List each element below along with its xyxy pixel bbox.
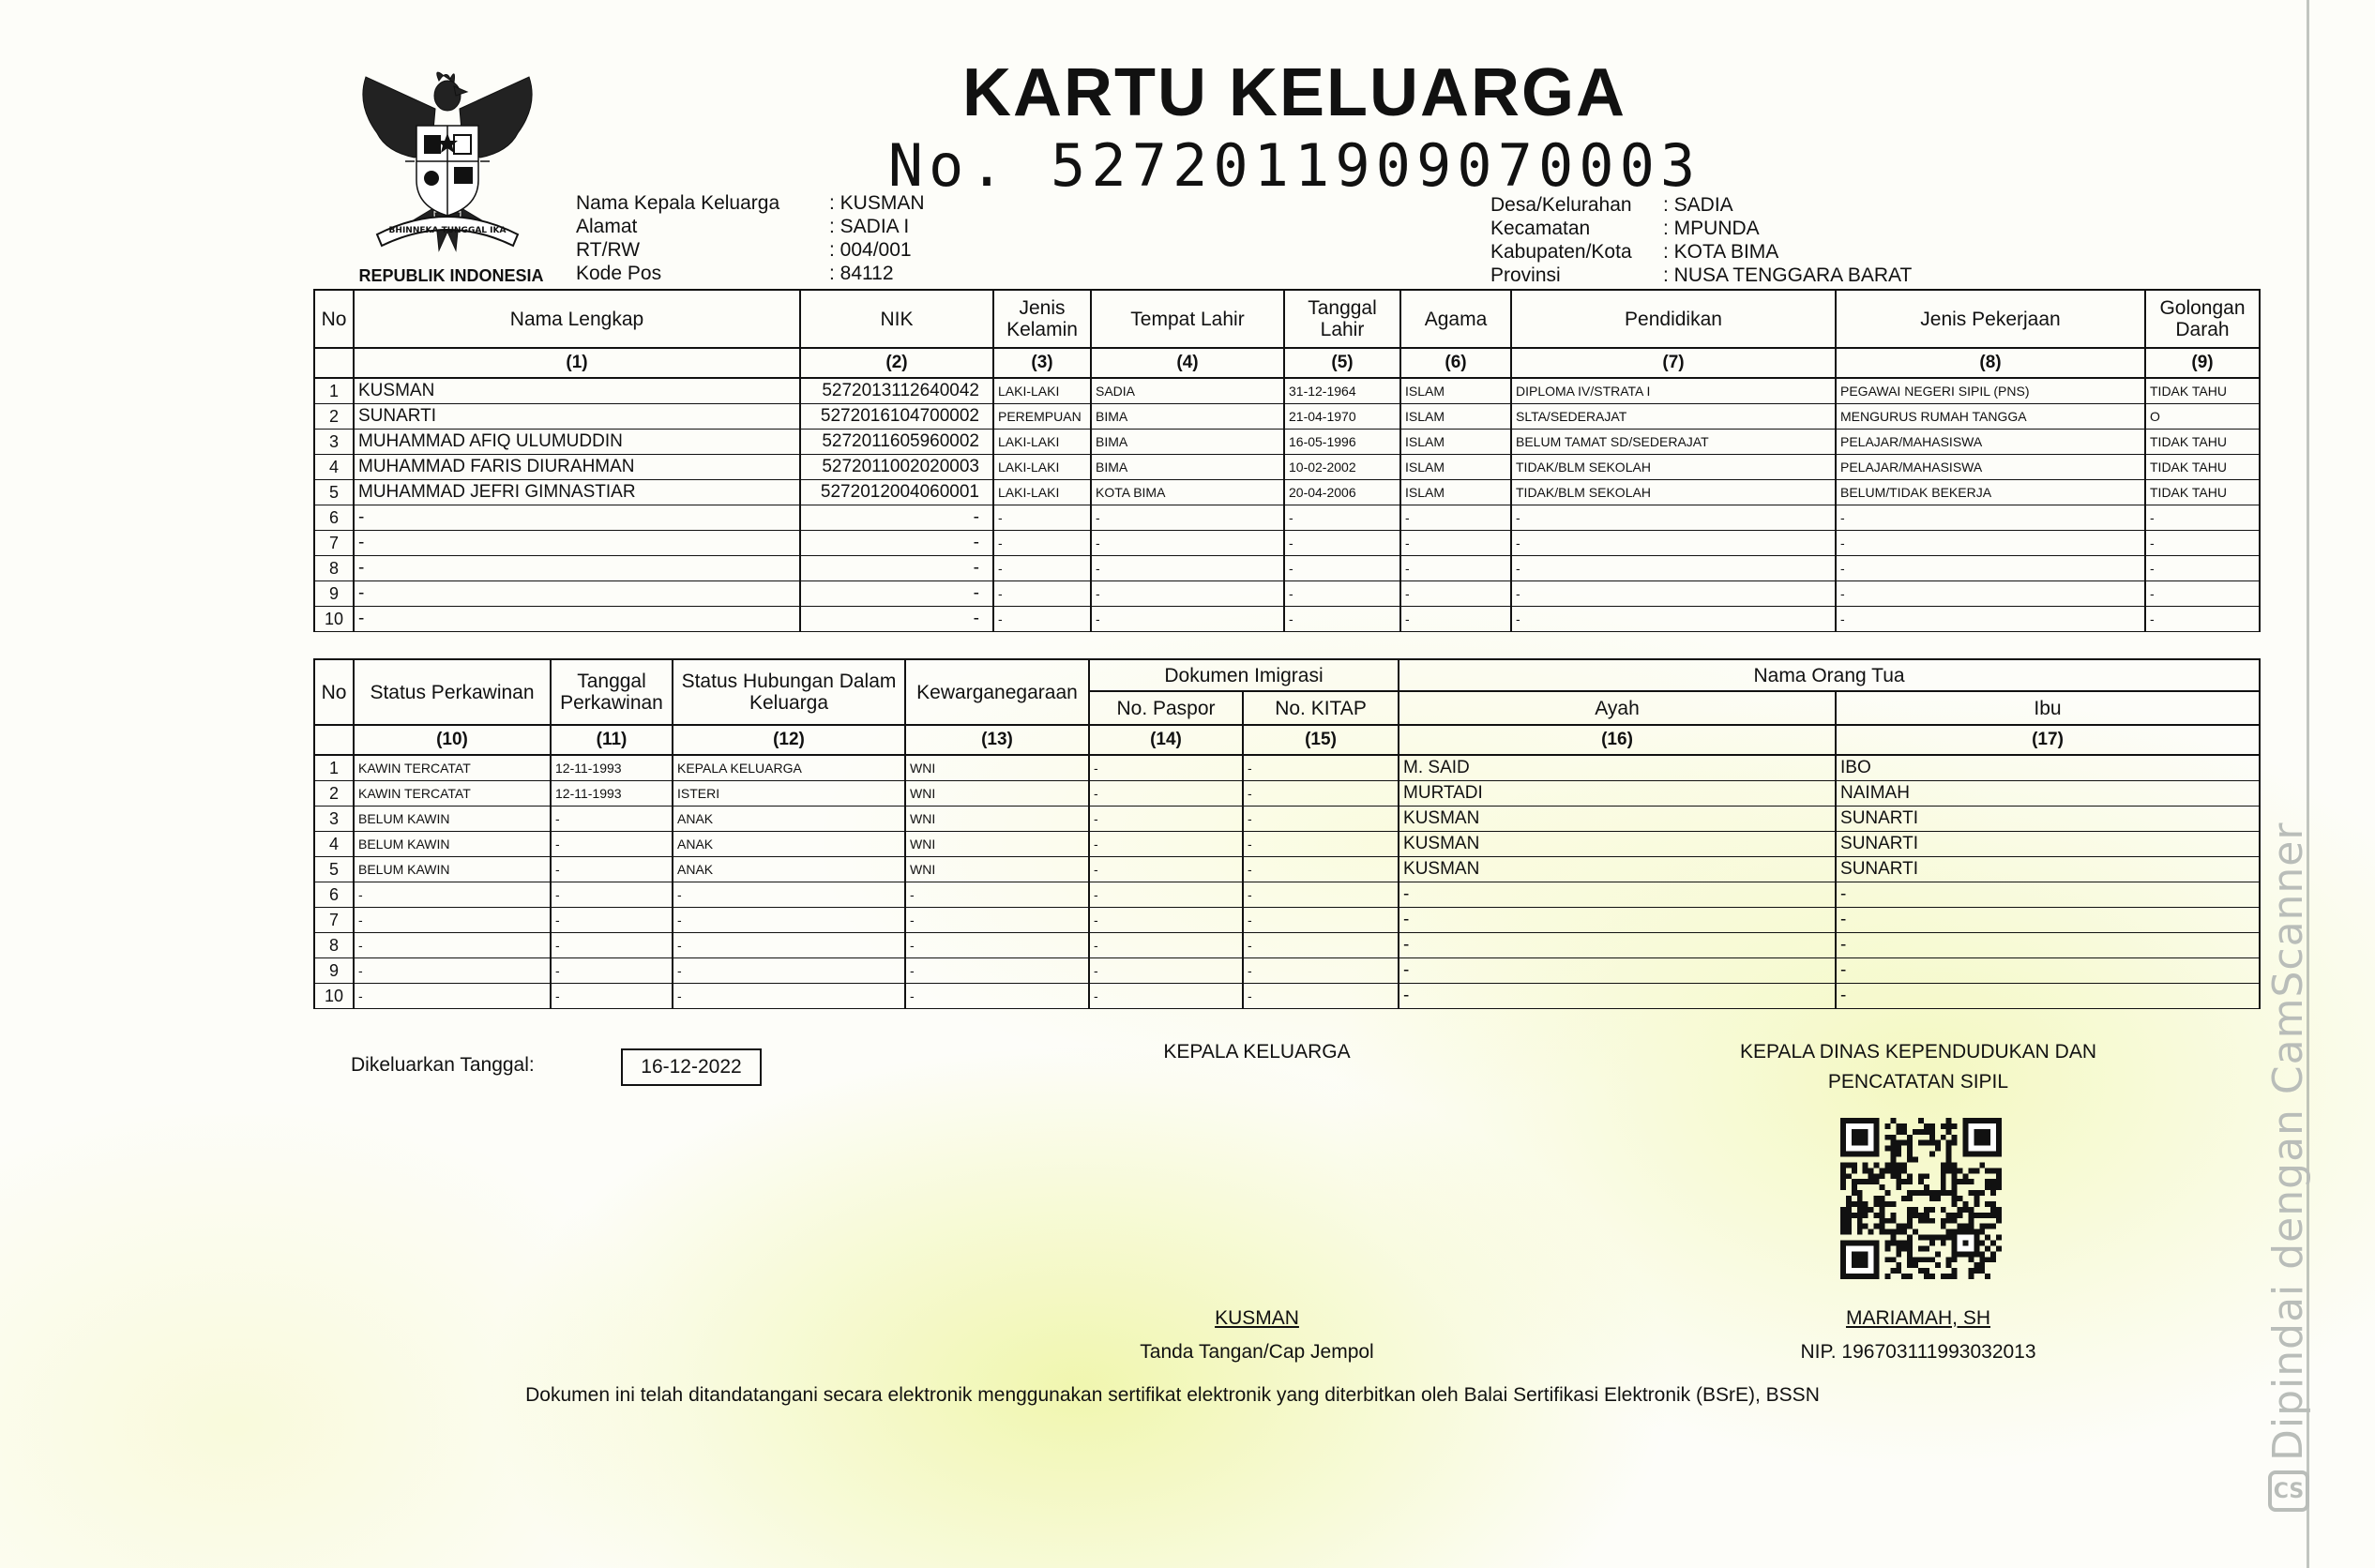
table-cell: KUSMAN [354, 378, 800, 404]
table-cell: - [1284, 607, 1400, 632]
col-header-golongan-darah: Golongan Darah [2145, 290, 2260, 348]
table-cell: 9 [314, 958, 354, 984]
table-row [314, 455, 2260, 480]
table-cell: BIMA [1091, 404, 1284, 430]
table-cell: 6 [314, 505, 354, 531]
table-cell: - [1284, 531, 1400, 556]
table-cell: - [1284, 581, 1400, 607]
table-cell: - [905, 882, 1089, 908]
table-cell: - [1284, 556, 1400, 581]
table-cell: KAWIN TERCATAT [354, 755, 551, 781]
electronic-signature-note: Dokumen ini telah ditandatangani secara elektronik menggunakan sertifikat elektronik yang diterbitkan oleh Balai Sertifikasi Elektronik (BSrE), BSSN [525, 1384, 1820, 1406]
table-row [314, 958, 2260, 984]
col-header-no2: No [314, 659, 354, 725]
table-cell: - [1836, 505, 2145, 531]
table-cell: - [1243, 882, 1399, 908]
col-header-status-perkawinan: Status Perkawinan [354, 659, 551, 725]
table-cell: - [551, 984, 673, 1009]
table-cell: - [1511, 505, 1836, 531]
table-cell: 10 [314, 984, 354, 1009]
table-cell: - [1399, 882, 1836, 908]
table-cell: - [1836, 958, 2260, 984]
col-header-no-paspor: No. Paspor [1089, 691, 1243, 725]
table-cell: 10-02-2002 [1284, 455, 1400, 480]
table-cell: PEREMPUAN [993, 404, 1091, 430]
table-cell: MUHAMMAD AFIQ ULUMUDDIN [354, 430, 800, 455]
table-cell: MUHAMMAD FARIS DIURAHMAN [354, 455, 800, 480]
table-cell: - [1243, 984, 1399, 1009]
table-cell: - [905, 958, 1089, 984]
col-header-jenis-kelamin: Jenis Kelamin [993, 290, 1091, 348]
table-cell: 3 [314, 430, 354, 455]
table-cell: - [1836, 882, 2260, 908]
table-cell: NAIMAH [1836, 781, 2260, 807]
table-cell: 8 [314, 933, 354, 958]
col-header-nik: NIK [800, 290, 993, 348]
table-row [314, 607, 2260, 632]
table-cell: - [354, 505, 800, 531]
table-cell: - [673, 958, 905, 984]
document-title: KARTU KELUARGA [962, 55, 1626, 130]
table-cell: 2 [314, 781, 354, 807]
header-left [576, 191, 925, 285]
table-cell: - [673, 933, 905, 958]
header-field-kecamatan: Kecamatan : MPUNDA [1490, 218, 1760, 239]
table-cell: 7 [314, 908, 354, 933]
table-cell: PEGAWAI NEGERI SIPIL (PNS) [1836, 378, 2145, 404]
table-row [314, 430, 2260, 455]
table-cell: - [354, 933, 551, 958]
garuda-emblem-icon [349, 68, 546, 255]
table-cell: - [354, 984, 551, 1009]
table-cell: - [551, 832, 673, 857]
table-cell: TIDAK TAHU [2145, 378, 2260, 404]
table-row [314, 832, 2260, 857]
table-cell: WNI [905, 781, 1089, 807]
table-cell: - [1089, 882, 1243, 908]
table-cell: - [551, 958, 673, 984]
issued-date-label: Dikeluarkan Tanggal: [351, 1054, 535, 1076]
header-right [1490, 193, 1912, 287]
table-cell: PELAJAR/MAHASISWA [1836, 430, 2145, 455]
col-header-ayah: Ayah [1399, 691, 1836, 725]
table-cell: - [1836, 556, 2145, 581]
table-cell: - [1243, 832, 1399, 857]
table-cell: - [1836, 607, 2145, 632]
table-row [314, 781, 2260, 807]
table-cell: - [551, 933, 673, 958]
col-header-no-kitap: No. KITAP [1243, 691, 1399, 725]
camscanner-watermark [2264, 822, 2312, 1512]
col-header-nama-orang-tua: Nama Orang Tua [1399, 659, 2260, 691]
table-cell: - [1511, 531, 1836, 556]
table-cell: - [800, 531, 993, 556]
table-row [314, 505, 2260, 531]
table-cell: BIMA [1091, 455, 1284, 480]
table-cell: - [1399, 984, 1836, 1009]
col-header-pekerjaan: Jenis Pekerjaan [1836, 290, 2145, 348]
table-row [314, 882, 2260, 908]
kepala-keluarga-title: KEPALA KELUARGA [1163, 1041, 1351, 1063]
table-cell: - [993, 531, 1091, 556]
table-cell: - [1400, 581, 1511, 607]
table-cell: BELUM TAMAT SD/SEDERAJAT [1511, 430, 1836, 455]
table-cell: - [1836, 984, 2260, 1009]
table-cell: - [1399, 958, 1836, 984]
table-row [314, 378, 2260, 404]
table-cell: - [800, 556, 993, 581]
table-cell: - [1089, 857, 1243, 882]
table-cell: - [1089, 984, 1243, 1009]
table1-index-row: (1) (2) (3) (4) (5) (6) (7) (8) (9) [314, 348, 2260, 378]
table-cell: KUSMAN [1399, 832, 1836, 857]
table-cell: M. SAID [1399, 755, 1836, 781]
table-cell: ISTERI [673, 781, 905, 807]
table-cell: BELUM KAWIN [354, 807, 551, 832]
header-field-kodepos: Kode Pos : 84112 [576, 263, 894, 284]
table-row [314, 581, 2260, 607]
table2-index-row: (10) (11) (12) (13) (14) (15) (16) (17) [314, 725, 2260, 755]
document-number: No. 5272011909070003 [887, 131, 1702, 200]
table-cell: ISLAM [1400, 404, 1511, 430]
table-cell: - [905, 908, 1089, 933]
table-cell: ANAK [673, 832, 905, 857]
table-cell: O [2145, 404, 2260, 430]
header-field-provinsi: Provinsi : NUSA TENGGARA BARAT [1490, 264, 1913, 286]
table-cell: BELUM/TIDAK BEKERJA [1836, 480, 2145, 505]
table-cell: 8 [314, 556, 354, 581]
family-members-table [313, 289, 2261, 632]
table-cell: TIDAK TAHU [2145, 480, 2260, 505]
table-cell: - [993, 607, 1091, 632]
table-cell: 5272013112640042 [800, 378, 993, 404]
table-cell: - [800, 607, 993, 632]
table-cell: - [800, 581, 993, 607]
table-cell: 5 [314, 857, 354, 882]
table-cell: LAKI-LAKI [993, 378, 1091, 404]
table-cell: BELUM KAWIN [354, 832, 551, 857]
table-row [314, 984, 2260, 1009]
table-cell: SUNARTI [1836, 832, 2260, 857]
table-row [314, 755, 2260, 781]
table-cell: SUNARTI [1836, 807, 2260, 832]
table-cell: - [354, 607, 800, 632]
table-cell: - [1836, 908, 2260, 933]
table-cell: - [1243, 908, 1399, 933]
table-cell: KUSMAN [1399, 857, 1836, 882]
table-cell: 31-12-1964 [1284, 378, 1400, 404]
table-cell: 21-04-1970 [1284, 404, 1400, 430]
table-cell: 3 [314, 807, 354, 832]
table-cell: 7 [314, 531, 354, 556]
emblem-motto: BHINNEKA TUNGGAL IKA [388, 226, 507, 235]
table-cell: - [1243, 807, 1399, 832]
table-cell: - [2145, 581, 2260, 607]
col-header-tempat-lahir: Tempat Lahir [1091, 290, 1284, 348]
table-cell: - [1089, 755, 1243, 781]
table-cell: - [993, 581, 1091, 607]
table-cell: - [551, 807, 673, 832]
table-cell: - [1089, 832, 1243, 857]
table-cell: - [1511, 556, 1836, 581]
col-header-status-hubungan: Status Hubungan Dalam Keluarga [673, 659, 905, 725]
table-cell: - [1091, 607, 1284, 632]
table-cell: - [1284, 505, 1400, 531]
kepala-dinas-title: KEPALA DINAS KEPENDUDUKAN DAN PENCATATAN SIPIL [1739, 1041, 2097, 1093]
table-cell: SUNARTI [354, 404, 800, 430]
table-cell: - [1089, 933, 1243, 958]
table-cell: SLTA/SEDERAJAT [1511, 404, 1836, 430]
table-cell: - [354, 958, 551, 984]
table-row [314, 480, 2260, 505]
camscanner-text: Dipindai dengan CamScanner [2264, 822, 2312, 1461]
table-row [314, 857, 2260, 882]
table-cell: SADIA [1091, 378, 1284, 404]
table-cell: - [354, 531, 800, 556]
table-cell: MENGURUS RUMAH TANGGA [1836, 404, 2145, 430]
table-cell: SUNARTI [1836, 857, 2260, 882]
table-cell: - [1091, 581, 1284, 607]
table-cell: - [1089, 807, 1243, 832]
table-cell: 1 [314, 755, 354, 781]
country-label: REPUBLIK INDONESIA [358, 266, 544, 285]
table-cell: MURTADI [1399, 781, 1836, 807]
table-cell: KUSMAN [1399, 807, 1836, 832]
table-cell: - [1511, 607, 1836, 632]
table-cell: WNI [905, 807, 1089, 832]
table-cell: - [1091, 556, 1284, 581]
table-cell: 5272011605960002 [800, 430, 993, 455]
table-cell: 16-05-1996 [1284, 430, 1400, 455]
table-row [314, 404, 2260, 430]
table-cell: 5272011002020003 [800, 455, 993, 480]
table-cell: - [1089, 908, 1243, 933]
table-row [314, 556, 2260, 581]
table-cell: - [1400, 531, 1511, 556]
table-cell: - [993, 556, 1091, 581]
table-cell: MUHAMMAD JEFRI GIMNASTIAR [354, 480, 800, 505]
table-cell: - [2145, 556, 2260, 581]
table-cell: 5272012004060001 [800, 480, 993, 505]
table-cell: - [993, 505, 1091, 531]
table-cell: WNI [905, 755, 1089, 781]
table-cell: - [905, 984, 1089, 1009]
table-cell: ANAK [673, 807, 905, 832]
table-cell: LAKI-LAKI [993, 430, 1091, 455]
table-cell: LAKI-LAKI [993, 455, 1091, 480]
col-header-ibu: Ibu [1836, 691, 2260, 725]
table-cell: LAKI-LAKI [993, 480, 1091, 505]
table-cell: - [1091, 505, 1284, 531]
table-cell: 4 [314, 455, 354, 480]
table-cell: 2 [314, 404, 354, 430]
table-cell: - [354, 581, 800, 607]
table-cell: BELUM KAWIN [354, 857, 551, 882]
camscanner-logo-icon: CS [2268, 1470, 2309, 1512]
table-cell: - [1836, 531, 2145, 556]
col-header-kewarganegaraan: Kewarganegaraan [905, 659, 1089, 725]
table-cell: - [1243, 958, 1399, 984]
table-cell: - [673, 882, 905, 908]
table-cell: - [1091, 531, 1284, 556]
col-header-dokumen-imigrasi: Dokumen Imigrasi [1089, 659, 1399, 691]
col-header-pendidikan: Pendidikan [1511, 290, 1836, 348]
table-cell: 12-11-1993 [551, 755, 673, 781]
table-cell: - [1399, 908, 1836, 933]
table-cell: TIDAK TAHU [2145, 455, 2260, 480]
table-cell: WNI [905, 832, 1089, 857]
header-field-alamat: Alamat : SADIA I [576, 216, 910, 237]
header-field-kepala: Nama Kepala Keluarga : KUSMAN [576, 192, 925, 214]
col-header-nama: Nama Lengkap [354, 290, 800, 348]
kepala-keluarga-name: KUSMAN [1215, 1307, 1299, 1329]
table-cell: ISLAM [1400, 378, 1511, 404]
table-cell: ISLAM [1400, 480, 1511, 505]
table-cell: - [354, 908, 551, 933]
table-cell: WNI [905, 857, 1089, 882]
table-cell: 6 [314, 882, 354, 908]
table-cell: - [2145, 505, 2260, 531]
table-cell: IBO [1836, 755, 2260, 781]
table1-header-row [314, 290, 2260, 348]
table-cell: TIDAK/BLM SEKOLAH [1511, 455, 1836, 480]
table-cell: - [551, 857, 673, 882]
table-cell: - [354, 882, 551, 908]
table-cell: - [1400, 505, 1511, 531]
kepala-dinas-nip: NIP. 196703111993032013 [1800, 1341, 2036, 1363]
table-cell: 5272016104700002 [800, 404, 993, 430]
table-row [314, 933, 2260, 958]
col-header-agama: Agama [1400, 290, 1511, 348]
signature-caption: Tanda Tangan/Cap Jempol [1140, 1341, 1374, 1363]
header-field-desa: Desa/Kelurahan : SADIA [1490, 194, 1733, 216]
col-header-tanggal-perkawinan: Tanggal Perkawinan [551, 659, 673, 725]
table-cell: - [1399, 933, 1836, 958]
table-cell: - [905, 933, 1089, 958]
table-cell: TIDAK TAHU [2145, 430, 2260, 455]
table-cell: 20-04-2006 [1284, 480, 1400, 505]
table-cell: TIDAK/BLM SEKOLAH [1511, 480, 1836, 505]
table-cell: 10 [314, 607, 354, 632]
table-cell: - [2145, 531, 2260, 556]
table-cell: 5 [314, 480, 354, 505]
table-cell: - [1089, 958, 1243, 984]
table-cell: - [1243, 857, 1399, 882]
header-field-kabupaten: Kabupaten/Kota : KOTA BIMA [1490, 241, 1779, 263]
table-cell: - [800, 505, 993, 531]
table-cell: 1 [314, 378, 354, 404]
table-cell: ANAK [673, 857, 905, 882]
table-cell: - [1400, 607, 1511, 632]
table-cell: - [1511, 581, 1836, 607]
table-cell: - [1836, 581, 2145, 607]
table-cell: 12-11-1993 [551, 781, 673, 807]
table-cell: 4 [314, 832, 354, 857]
qr-code-icon [1840, 1118, 2002, 1279]
table-cell: 9 [314, 581, 354, 607]
table-cell: DIPLOMA IV/STRATA I [1511, 378, 1836, 404]
table-cell: - [1400, 556, 1511, 581]
col-header-no: No [314, 290, 354, 348]
table-cell: BIMA [1091, 430, 1284, 455]
col-header-tanggal-lahir: Tanggal Lahir [1284, 290, 1400, 348]
table-cell: - [1836, 933, 2260, 958]
table-row [314, 807, 2260, 832]
table2-header-row-1 [314, 659, 2260, 691]
table-row [314, 531, 2260, 556]
table-cell: - [673, 984, 905, 1009]
issued-date-value: 16-12-2022 [621, 1048, 762, 1086]
table-cell: - [1243, 933, 1399, 958]
table-cell: PELAJAR/MAHASISWA [1836, 455, 2145, 480]
table-cell: KAWIN TERCATAT [354, 781, 551, 807]
table-cell: ISLAM [1400, 455, 1511, 480]
table-cell: - [1089, 781, 1243, 807]
table-row [314, 908, 2260, 933]
table-cell: - [673, 908, 905, 933]
table-cell: KOTA BIMA [1091, 480, 1284, 505]
table-cell: ISLAM [1400, 430, 1511, 455]
table-cell: - [354, 556, 800, 581]
table-cell: - [551, 908, 673, 933]
table-cell: - [1243, 755, 1399, 781]
kepala-dinas-name: MARIAMAH, SH [1845, 1307, 1990, 1329]
table-cell: - [551, 882, 673, 908]
table-cell: - [2145, 607, 2260, 632]
header-field-rtrw: RT/RW : 004/001 [576, 239, 912, 261]
family-status-table [313, 658, 2261, 1009]
table-cell: - [1243, 781, 1399, 807]
table-cell: KEPALA KELUARGA [673, 755, 905, 781]
